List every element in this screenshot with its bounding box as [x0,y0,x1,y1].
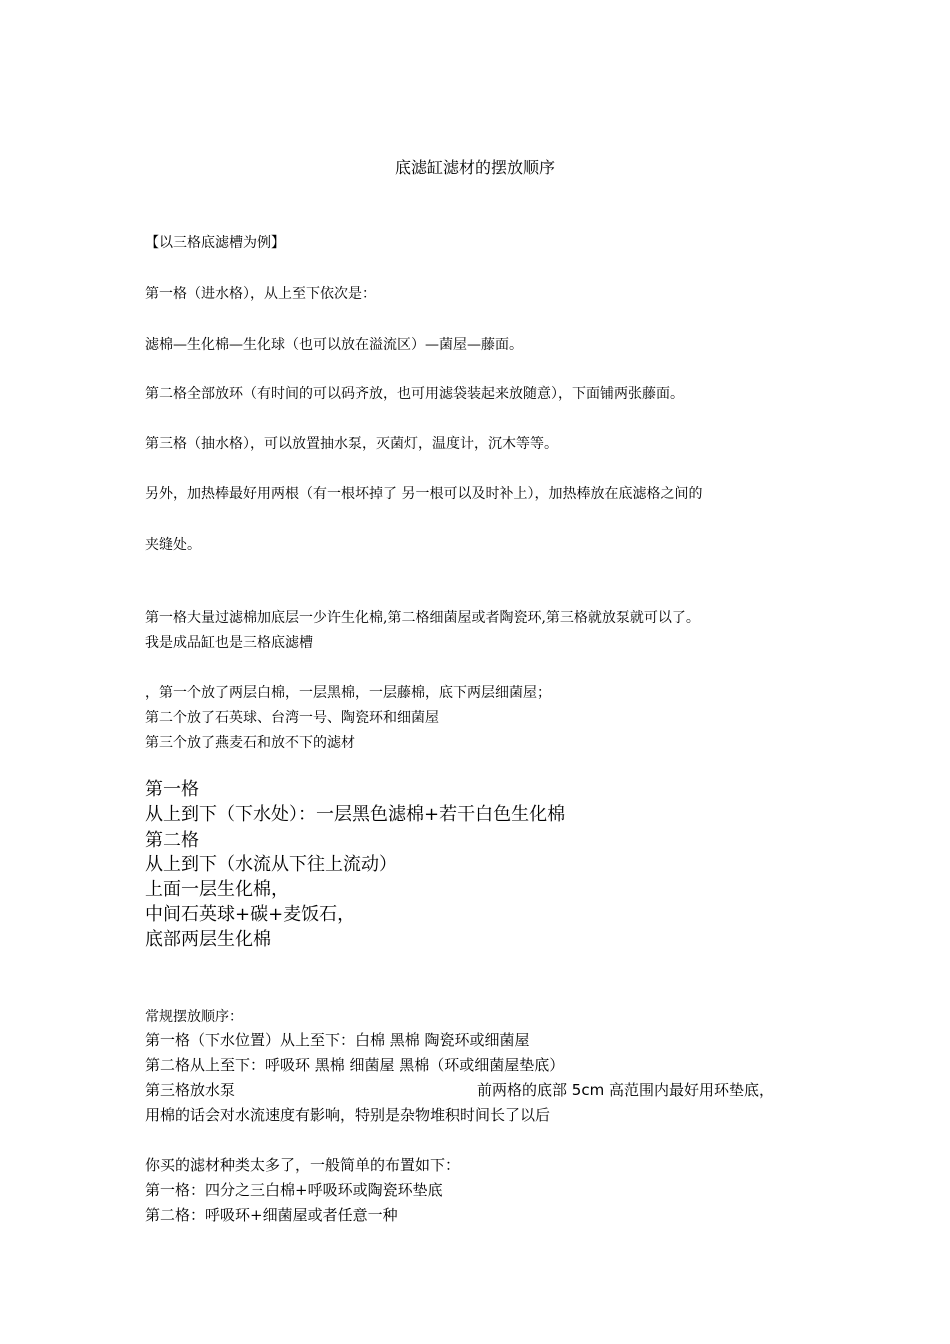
section2-line-2: 我是成品缸也是三格底滤槽 [145,635,313,651]
heater-line-1: 另外，加热棒最好用两根（有一根坏掉了 另一根可以及时补上），加热棒放在底滤格之间的 [145,486,703,502]
range-text: 高范围内最好用环垫底， [604,1081,774,1099]
intro-line: 【以三格底滤槽为例】 [145,235,285,251]
section2-line-4: 第二个放了石英球、台湾一号、陶瓷环和细菌屋 [145,710,439,726]
section4-line-3-left: 第三格放水泵 [145,1081,236,1099]
section4-line-4: 用棉的话会对水流速度有影响，特别是杂物堆积时间长了以后 [145,1106,551,1124]
heater-line-2: 夹缝处。 [145,537,201,553]
second-cell-line: 第二格全部放环（有时间的可以码齐放，也可用滤袋装起来放随意），下面铺两张藤面。 [145,386,684,402]
bottom-text: 前两格的底部 [477,1081,572,1099]
section3-line-5: 上面一层生化棉， [145,879,289,900]
height-value: 5cm [571,1081,605,1099]
section4-line-3-right [477,1083,774,1098]
section4-heading: 常规摆放顺序： [145,1009,243,1025]
section3-line-1: 第一格 [145,779,199,800]
first-cell-line: 第一格（进水格），从上至下依次是： [145,286,376,302]
section2-line-5: 第三个放了燕麦石和放不下的滤材 [145,735,355,751]
section4-line-1: 第一格（下水位置）从上至下：白棉 黑棉 陶瓷环或细菌屋 [145,1031,530,1049]
first-cell-items-line: 滤棉—生化棉—生化球（也可以放在溢流区）—菌屋—藤面。 [145,337,523,353]
section3-line-2: 从上到下（下水处）：一层黑色滤棉+若干白色生化棉 [145,804,566,825]
section3-line-3: 第二格 [145,830,199,851]
document-title: 底滤缸滤材的摆放顺序 [394,158,555,177]
section5-heading: 你买的滤材种类太多了，一般简单的布置如下： [145,1156,461,1174]
section2-line-1: 第一格大量过滤棉加底层一少许生化棉,第二格细菌屋或者陶瓷环,第三格就放泵就可以了。 [145,610,700,626]
section2-line-3: ，第一个放了两层白棉，一层黑棉，一层藤棉，底下两层细菌屋； [145,685,551,701]
section5-line-2: 第二格：呼吸环+细菌屋或者任意一种 [145,1206,398,1224]
third-cell-line: 第三格（抽水格），可以放置抽水泵，灭菌灯，温度计，沉木等等。 [145,436,558,452]
section5-line-1: 第一格：四分之三白棉+呼吸环或陶瓷环垫底 [145,1181,443,1199]
section3-line-4: 从上到下（水流从下往上流动） [145,854,397,875]
section3-line-6: 中间石英球+碳+麦饭石， [145,904,356,925]
section3-line-7: 底部两层生化棉 [145,929,271,950]
section4-line-2: 第二格从上至下：呼吸环 黑棉 细菌屋 黑棉（环或细菌屋垫底） [145,1056,565,1074]
